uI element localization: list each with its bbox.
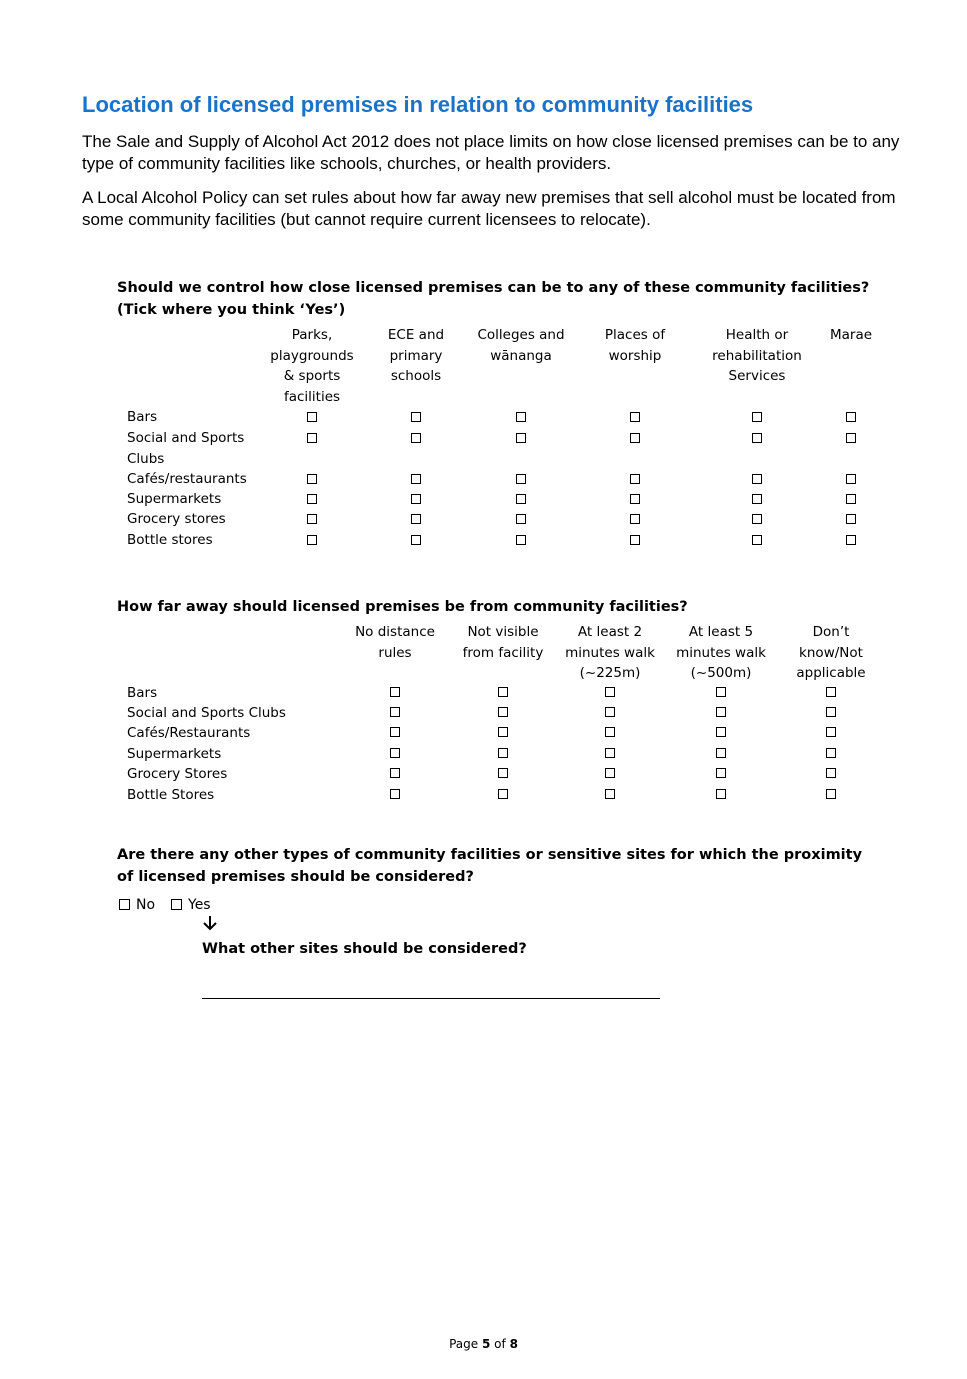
q1-checkbox[interactable]: [630, 412, 640, 422]
q2-checkbox[interactable]: [498, 789, 508, 799]
q2-checkbox[interactable]: [498, 707, 508, 717]
q2-checkbox[interactable]: [716, 748, 726, 758]
q2-checkbox[interactable]: [390, 748, 400, 758]
q1-checkbox[interactable]: [516, 514, 526, 524]
no-label: No: [136, 897, 156, 913]
arrow-down-icon: [202, 914, 218, 932]
q1-row-label: Supermarkets: [127, 491, 222, 507]
yes-label: Yes: [188, 897, 211, 913]
footer-page-word: Page: [449, 1337, 479, 1351]
q2-checkbox[interactable]: [605, 748, 615, 758]
q1-checkbox[interactable]: [630, 535, 640, 545]
q2-checkbox[interactable]: [716, 707, 726, 717]
q2-column-header: No distance rules: [355, 624, 435, 661]
q1-checkbox[interactable]: [846, 433, 856, 443]
q1-checkbox[interactable]: [630, 494, 640, 504]
q2-checkbox[interactable]: [390, 727, 400, 737]
q1-checkbox[interactable]: [846, 494, 856, 504]
q2-checkbox[interactable]: [390, 789, 400, 799]
q2-checkbox[interactable]: [826, 687, 836, 697]
q2-checkbox[interactable]: [605, 687, 615, 697]
no-option[interactable]: [119, 896, 155, 914]
q2-checkbox[interactable]: [390, 687, 400, 697]
q2-checkbox[interactable]: [716, 687, 726, 697]
q1-checkbox[interactable]: [307, 535, 317, 545]
q2-row-label: Bars: [127, 685, 158, 701]
q1-checkbox[interactable]: [846, 412, 856, 422]
footer-of-word: of: [494, 1337, 506, 1351]
question-1: Should we control how close licensed premises can be to any of these community facilities? (Tick where you think ‘Yes’): [117, 280, 870, 318]
q1-checkbox[interactable]: [630, 474, 640, 484]
q1-checkbox[interactable]: [752, 535, 762, 545]
q2-column-header: Not visible from facility: [462, 624, 544, 661]
q1-row-label: Bottle stores: [127, 532, 213, 548]
q1-checkbox[interactable]: [307, 514, 317, 524]
q2-checkbox[interactable]: [605, 707, 615, 717]
q1-checkbox[interactable]: [411, 433, 421, 443]
q2-row-label: Supermarkets: [127, 746, 222, 762]
footer-total-pages: 8: [509, 1337, 518, 1351]
q2-checkbox[interactable]: [826, 727, 836, 737]
q1-column-header: Places of worship: [604, 327, 666, 364]
q2-checkbox[interactable]: [390, 707, 400, 717]
q1-column-header: Colleges and wānanga: [477, 327, 565, 364]
answer-line-input[interactable]: [202, 998, 660, 999]
yes-option[interactable]: [171, 896, 211, 914]
q1-column-header: Health or rehabilitation Services: [712, 327, 802, 384]
q1-checkbox[interactable]: [516, 412, 526, 422]
intro-paragraph-1: The Sale and Supply of Alcohol Act 2012 does not place limits on how close licensed premises can be to any type of community facilities like schools, churches, or health providers.: [82, 132, 900, 173]
q2-checkbox[interactable]: [605, 727, 615, 737]
q1-row-label: Cafés/restaurants: [127, 471, 247, 487]
followup-question: What other sites should be considered?: [202, 941, 527, 957]
q2-checkbox[interactable]: [826, 707, 836, 717]
q2-checkbox[interactable]: [716, 727, 726, 737]
q1-checkbox[interactable]: [516, 474, 526, 484]
question-2: How far away should licensed premises be from community facilities?: [117, 599, 688, 615]
q1-checkbox[interactable]: [752, 494, 762, 504]
no-checkbox[interactable]: [119, 899, 130, 910]
q1-checkbox[interactable]: [846, 514, 856, 524]
page-title: Location of licensed premises in relation to community facilities: [82, 92, 754, 117]
q1-checkbox[interactable]: [752, 514, 762, 524]
q1-checkbox[interactable]: [307, 474, 317, 484]
q1-checkbox[interactable]: [846, 474, 856, 484]
q1-row-label: Bars: [127, 409, 158, 425]
q1-checkbox[interactable]: [752, 433, 762, 443]
q2-checkbox[interactable]: [826, 768, 836, 778]
yes-checkbox[interactable]: [171, 899, 182, 910]
q2-row-label: Social and Sports Clubs: [127, 705, 286, 721]
q1-checkbox[interactable]: [411, 535, 421, 545]
q2-checkbox[interactable]: [605, 768, 615, 778]
q2-row-label: Cafés/Restaurants: [127, 725, 251, 741]
q1-row-label: Social and Sports Clubs: [127, 430, 245, 467]
q1-checkbox[interactable]: [516, 494, 526, 504]
q1-checkbox[interactable]: [307, 433, 317, 443]
q1-column-header: Marae: [829, 327, 873, 343]
q2-column-header: Don’t know/Not applicable: [796, 624, 866, 681]
q2-row-label: Grocery Stores: [127, 766, 228, 782]
q2-checkbox[interactable]: [716, 789, 726, 799]
q1-checkbox[interactable]: [752, 412, 762, 422]
q1-column-header: ECE and primary schools: [387, 327, 445, 384]
q1-checkbox[interactable]: [411, 412, 421, 422]
q1-checkbox[interactable]: [516, 535, 526, 545]
q1-checkbox[interactable]: [307, 412, 317, 422]
page-footer: [0, 1337, 967, 1351]
q1-checkbox[interactable]: [411, 494, 421, 504]
q1-checkbox[interactable]: [411, 474, 421, 484]
q1-checkbox[interactable]: [630, 433, 640, 443]
question-3: Are there any other types of community facilities or sensitive sites for which the proximity of licensed premises should be considered?: [117, 847, 863, 885]
q2-checkbox[interactable]: [498, 768, 508, 778]
q1-checkbox[interactable]: [307, 494, 317, 504]
q2-checkbox[interactable]: [498, 727, 508, 737]
q1-column-header: Parks, playgrounds & sports facilities: [270, 327, 354, 405]
q2-checkbox[interactable]: [498, 687, 508, 697]
q2-checkbox[interactable]: [605, 789, 615, 799]
footer-current-page: 5: [481, 1337, 491, 1351]
q1-checkbox[interactable]: [516, 433, 526, 443]
q2-row-label: Bottle Stores: [127, 787, 215, 803]
q2-column-header: At least 5 minutes walk (~500m): [676, 624, 766, 681]
q1-checkbox[interactable]: [411, 514, 421, 524]
q2-checkbox[interactable]: [498, 748, 508, 758]
q2-checkbox[interactable]: [826, 748, 836, 758]
q2-checkbox[interactable]: [716, 768, 726, 778]
q1-row-label: Grocery stores: [127, 511, 226, 527]
q2-checkbox[interactable]: [390, 768, 400, 778]
q1-checkbox[interactable]: [752, 474, 762, 484]
q1-checkbox[interactable]: [630, 514, 640, 524]
q2-column-header: At least 2 minutes walk (~225m): [565, 624, 655, 681]
q1-checkbox[interactable]: [846, 535, 856, 545]
intro-paragraph-2: A Local Alcohol Policy can set rules about how far away new premises that sell alcohol must be located from some community facilities (but cannot require current licensees to relocate).: [82, 188, 896, 229]
q2-checkbox[interactable]: [826, 789, 836, 799]
